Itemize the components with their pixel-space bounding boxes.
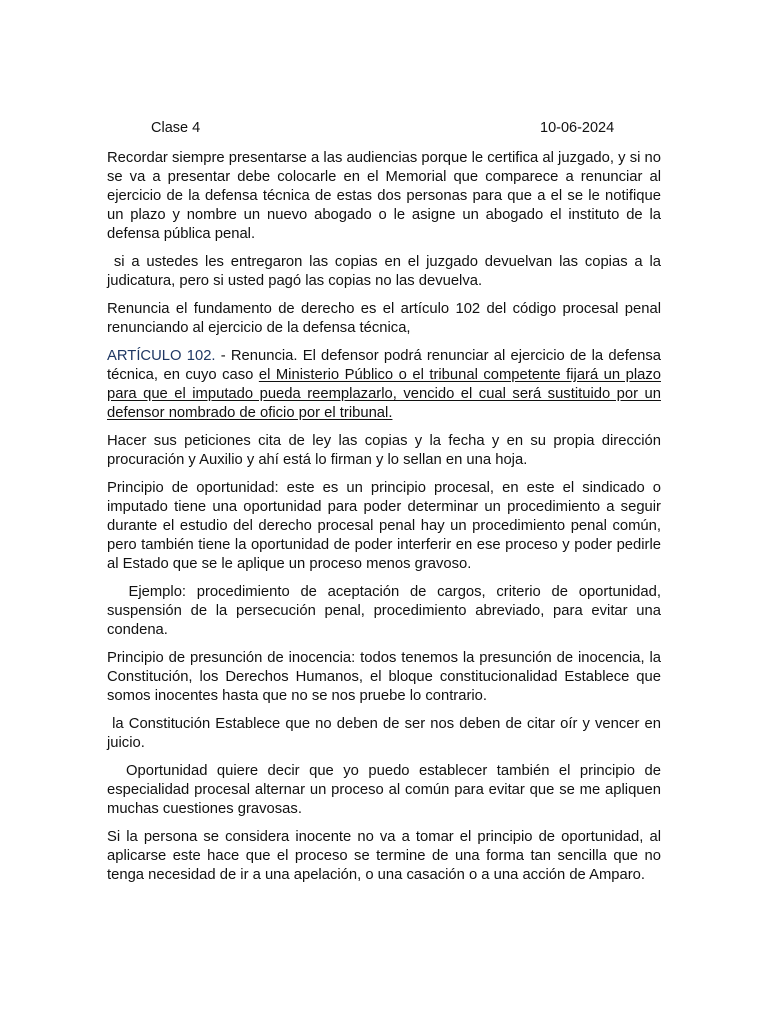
paragraph-peticiones: Hacer sus peticiones cita de ley las copias y la fecha y en su propia dirección procuración y Auxilio y ahí está lo firman y lo sellan en una hoja. [107,433,661,468]
class-label: Clase 4 [151,120,201,136]
paragraph-principio-oportunidad: Principio de oportunidad: este es un principio procesal, en este el sindicado o imputado tiene una oportunidad para poder determinar un procedimiento a seguir durante el estudio del derecho procesal penal hay un procedimiento penal común, pero también tiene la oportunidad de poder interferir en ese proceso y poder pedirle al Estado que se le aplique un proceso menos gravoso. [107,480,661,572]
article-text: - Renuncia. El defensor podrá renunciar al ejercicio de la defensa técnica, en cuyo caso [107,348,661,383]
paragraph-renuncia: Renuncia el fundamento de derecho es el artículo 102 del código procesal penal renunciando al ejercicio de la defensa técnica, [107,301,661,336]
paragraph-copias: si a ustedes les entregaron las copias en el juzgado devuelvan las copias a la judicatura, pero si usted pagó las copias no las devuelva. [107,254,666,289]
date-label: 10-06-2024 [540,120,615,136]
paragraph-oportunidad: Oportunidad quiere decir que yo puedo establecer también el principio de especialidad procesal alternar un proceso al común para evitar que se me apliquen muchas cuestiones gravosas. [107,763,666,817]
paragraph-audiencias: Recordar siempre presentarse a las audiencias porque le certifica al juzgado, y si no se va a presentar debe colocarle en el Memorial que comparece a renunciar al ejercicio de la defensa técnica de estas dos personas para que a el se le notifique un plazo y nombre un nuevo abogado o le asigne un abogado el instituto de la defensa pública penal. [107,150,661,242]
document-page [107,120,666,894]
paragraph-ejemplo: Ejemplo: procedimiento de aceptación de cargos, criterio de oportunidad, suspensión de la persecución penal, procedimiento abreviado, para evitar una condena. [107,584,666,638]
paragraph-presuncion-inocencia: Principio de presunción de inocencia: todos tenemos la presunción de inocencia, la Constitución, los Derechos Humanos, el bloque constitucionalidad Establece que somos inocentes hasta que no se nos pruebe lo contrario. [107,650,661,704]
paragraph-articulo-102 [107,347,661,423]
paragraph-persona-inocente: Si la persona se considera inocente no va a tomar el principio de oportunidad, al aplicarse este hace que el proceso se termine de una forma tan sencilla que no tenga necesidad de ir a una apelación, o una casación o a una acción de Amparo. [107,829,661,883]
article-reference: ARTÍCULO 102. [107,348,216,364]
paragraph-constitucion: la Constitución Establece que no deben de ser nos deben de citar oír y vencer en juicio. [107,716,666,751]
document-header [107,120,661,140]
article-underlined-text: el Ministerio Público o el tribunal competente fijará un plazo para que el imputado pueda reemplazarlo, vencido el cual será sustituido por un defensor nombrado de oficio por el tribunal. [107,367,661,421]
